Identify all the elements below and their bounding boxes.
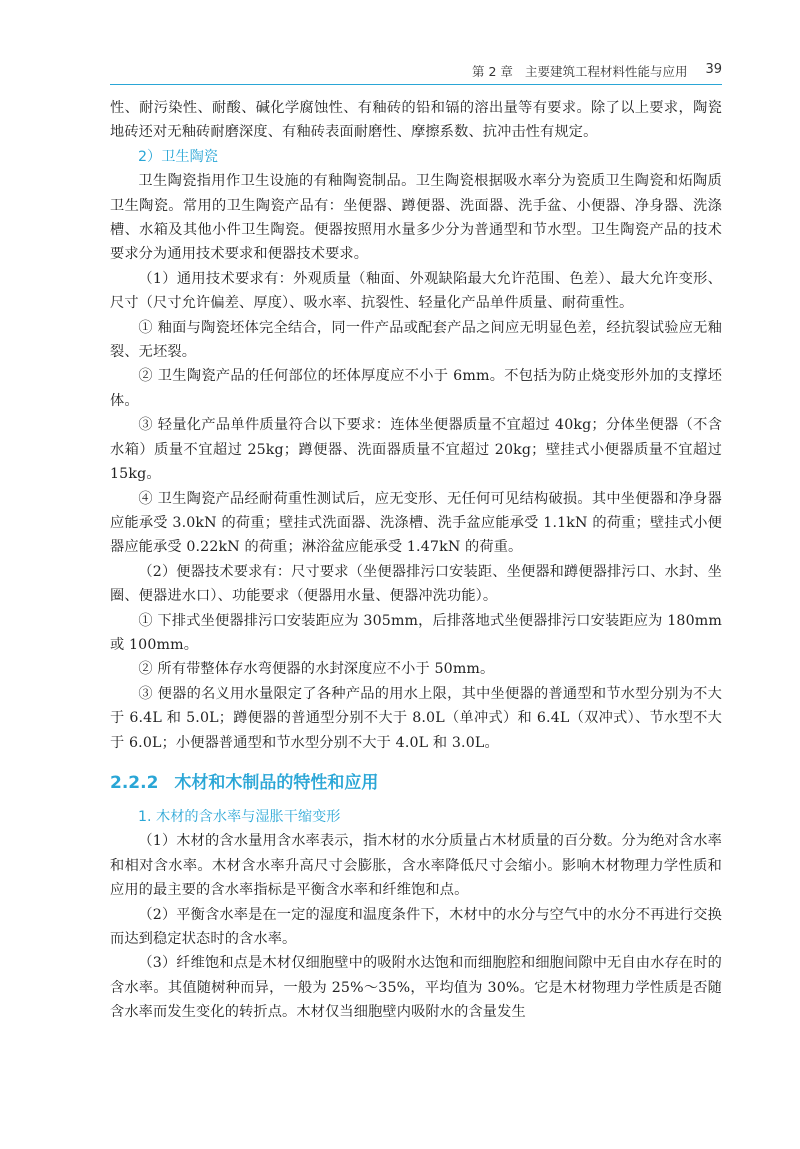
paragraph: 卫生陶瓷指用作卫生设施的有釉陶瓷制品。卫生陶瓷根据吸水率分为瓷质卫生陶瓷和炻陶质卫生陶瓷。常用的卫生陶瓷产品有：坐便器、蹲便器、洗面器、洗手盆、小便器、净身器、洗涤槽、水箱及其他小件卫生陶瓷。便器按照用水量多少分为普通型和节水型。卫生陶瓷产品的技术要求分为通用技术要求和便器技术要求。	[110, 173, 722, 263]
running-header	[110, 62, 722, 85]
paragraph: （2）便器技术要求有：尺寸要求（坐便器排污口安装距、坐便器和蹲便器排污口、水封、坐圈、便器进水口）、功能要求（便器用水量、便器冲洗功能）。	[110, 563, 722, 605]
paragraph: （1）通用技术要求有：外观质量（釉面、外观缺陷最大允许范围、色差）、最大允许变形、尺寸（尺寸允许偏差、厚度）、吸水率、抗裂性、轻量化产品单件质量、耐荷重性。	[110, 270, 722, 312]
paragraph: （1）木材的含水量用含水率表示，指木材的水分质量占木材质量的百分数。分为绝对含水率和相对含水率。木材含水率升高尺寸会膨胀，含水率降低尺寸会缩小。影响木材物理力学性质和应用的最主要的含水率指标是平衡含水率和纤维饱和点。	[110, 833, 722, 899]
paragraph: ③ 便器的名义用水量限定了各种产品的用水上限，其中坐便器的普通型和节水型分别为不大于 6.4L 和 5.0L；蹲便器的普通型分别不大于 8.0L（单冲式）和 6.4L（双冲式）、节水型不大于 6.0L；小便器普通型和节水型分别不大于 4.0L 和 3.0L。	[110, 685, 722, 751]
section-number: 2.2.2	[110, 772, 159, 793]
chapter-label: 第 2 章	[472, 64, 513, 79]
subheading-moisture-content: 1. 木材的含水率与湿胀干缩变形	[138, 808, 341, 825]
paragraph: （2）平衡含水率是在一定的湿度和温度条件下，木材中的水分与空气中的水分不再进行交换而达到稳定状态时的含水率。	[110, 906, 722, 947]
paragraph: ② 所有带整体存水弯便器的水封深度应不小于 50mm。	[138, 661, 495, 678]
paragraph: 性、耐污染性、耐酸、碱化学腐蚀性、有釉砖的铅和镉的溶出量等有要求。除了以上要求，陶瓷地砖还对无釉砖耐磨深度、有釉砖表面耐磨性、摩擦系数、抗冲击性有规定。	[110, 100, 722, 141]
chapter-title: 主要建筑工程材料性能与应用	[524, 64, 688, 79]
subheading-sanitary-ceramics: 2）卫生陶瓷	[138, 148, 218, 165]
paragraph: ③ 轻量化产品单件质量符合以下要求：连体坐便器质量不宜超过 40kg；分体坐便器（不含水箱）质量不宜超过 25kg；蹲便器、洗面器质量不宜超过 20kg；壁挂式小便器质量不宜超过 15kg。	[110, 417, 722, 483]
section-title: 木材和木制品的特性和应用	[174, 772, 379, 793]
section-heading	[110, 771, 722, 795]
body-text	[110, 96, 722, 1025]
paragraph: （3）纤维饱和点是木材仅细胞壁中的吸附水达饱和而细胞腔和细胞间隙中无自由水存在时的含水率。其值随树种而异，一般为 25%～35%，平均值为 30%。它是木材物理力学性质是否随含水率而发生变化的转折点。木材仅当细胞壁内吸附水的含量发生	[110, 955, 722, 1021]
paragraph: ② 卫生陶瓷产品的任何部位的坯体厚度应不小于 6mm。不包括为防止烧变形外加的支撑坯体。	[110, 368, 722, 409]
paragraph: ① 釉面与陶瓷坯体完全结合，同一件产品或配套产品之间应无明显色差，经抗裂试验应无釉裂、无坯裂。	[110, 319, 722, 361]
paragraph: ④ 卫生陶瓷产品经耐荷重性测试后，应无变形、无任何可见结构破损。其中坐便器和净身器应能承受 3.0kN 的荷重；壁挂式洗面器、洗涤槽、洗手盆应能承受 1.1kN 的荷重；壁挂式小便器应能承受 0.22kN 的荷重；淋浴盆应能承受 1.47kN 的荷重。	[110, 490, 722, 556]
page-number: 39	[705, 62, 722, 77]
paragraph: ① 下排式坐便器排污口安装距应为 305mm，后排落地式坐便器排污口安装距应为 180mm 或 100mm。	[110, 612, 722, 653]
